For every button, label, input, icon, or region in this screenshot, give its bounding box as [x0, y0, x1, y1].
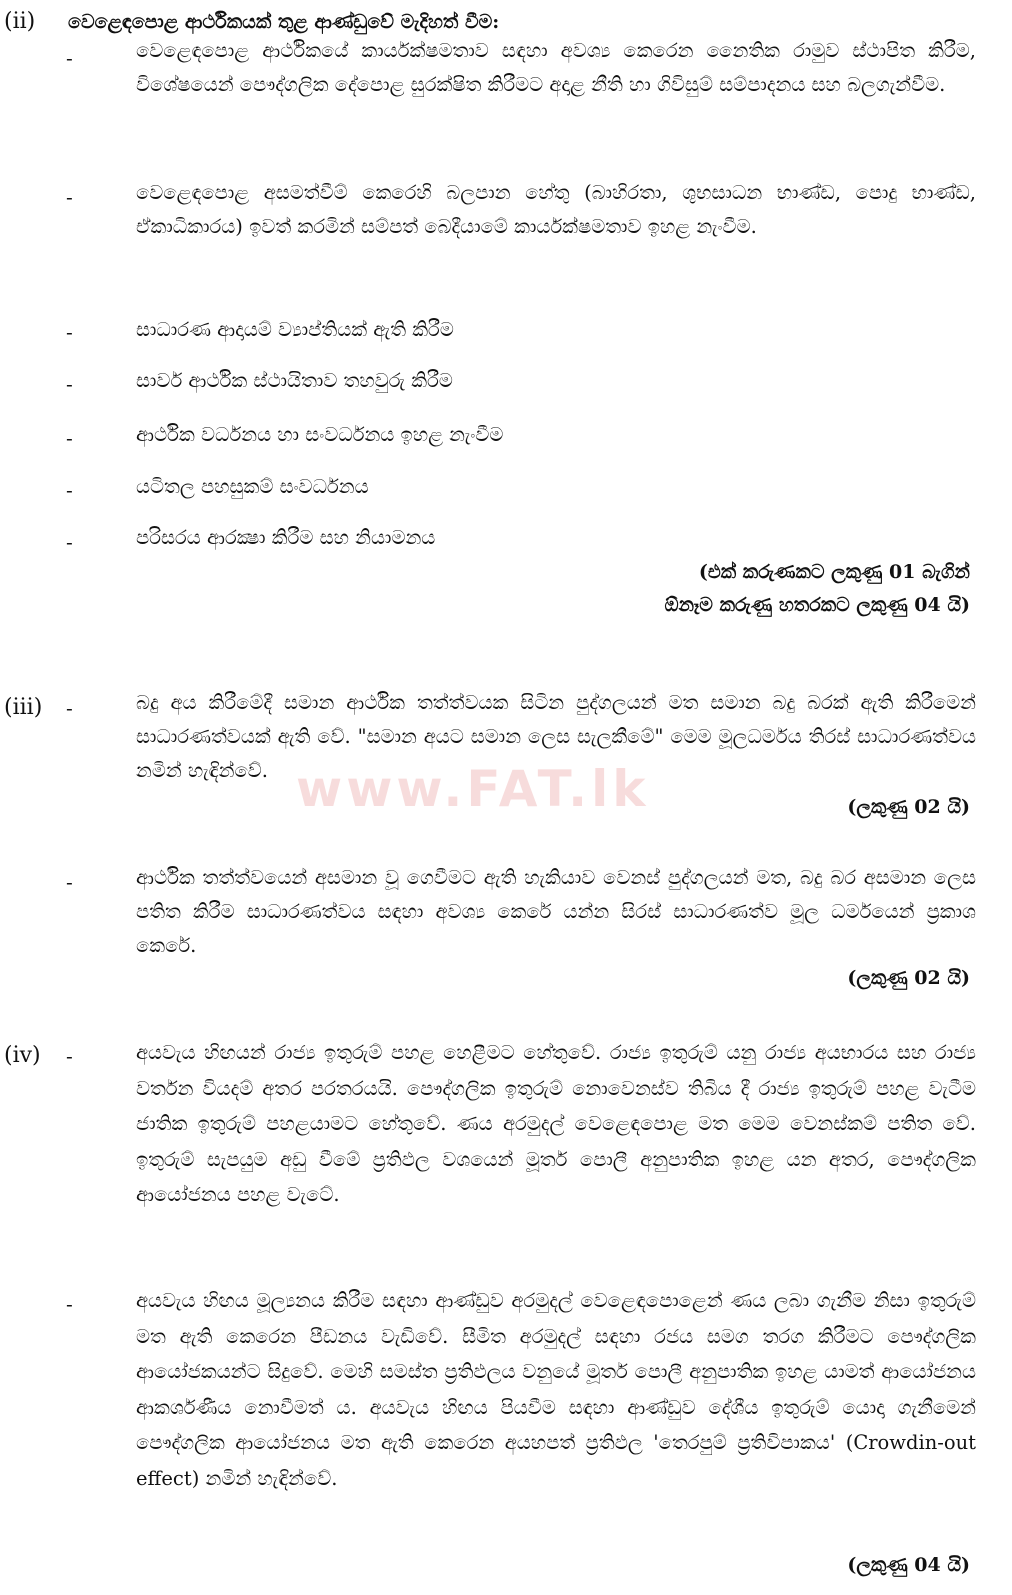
section-ii-point-2: වෙළෙඳපොළ අසමත්වීම් කෙරෙහි බලපාන හේතු (බාහිරතා, ශුභසාධන භාණ්ඩ, පොදු භාණ්ඩ, ඒකාධිකාරය) ඉවත් කරමින් සම්පත් බෙදීයාමේ කාර්යක්ෂමතාව ඉහළ නැංවීම.	[136, 181, 976, 238]
section-iii-marks-2: (ලකුණු 02 යි)	[847, 967, 970, 989]
section-iv-paragraph-1: අයවැය හිඟයන් රාජ්‍ය ඉතුරුම් පහළ හෙළීමට හේතුවේ. රාජ්‍ය ඉතුරුම් යනු රාජ්‍ය අයභාරය සහ රාජ්‍ය වර්තන වියදම් අතර පරතරයයි. පෞද්ගලික ඉතුරුම් නොවෙනස්ව තිබිය දී රාජ්‍ය ඉතුරුම් පහළ වැටීම ජාතික ඉතුරුම් පහළයාමට හේතුවේ. ණය අරමුදල් වෙළෙඳපොළ මත මෙම වෙනස්කම් පතිත වේ. ඉතුරුම් සැපයුම අඩු වීමේ ප්‍රතිඵල වශයෙන් මූර්ත පොලී අනුපාතික ඉහළ යන අතර, පෞද්ගලික ආයෝජනය පහළ වැටේ.	[136, 1041, 976, 1206]
section-ii-marks-line-2: ඕනෑම කරුණු හතරකට ලකුණු 04 යි)	[664, 594, 970, 616]
watermark: www.FAT.lk	[296, 760, 650, 818]
section-ii-point-4: සාර්ව ආර්ථික ස්ථායිතාව තහවුරු කිරීම	[136, 369, 453, 392]
section-iii-horizontal-equity: බදු අය කිරීමේදී සමාන ආර්ථික තත්ත්වයක සිටින පුද්ගලයන් මත සමාන බදු බරක් ඇති කිරීමෙන් සාධාරණත්වයක් ඇති වේ. "සමාන අයට සමාන ලෙස සැලකීමේ" මෙම මූලධර්මය තිරස් සාධාරණත්වය නමින් හැඳින්වේ.	[136, 691, 976, 782]
bullet-dash: -	[66, 530, 73, 554]
bullet-dash: -	[66, 372, 73, 396]
bullet-dash: -	[66, 1044, 73, 1068]
section-ii-point-7: පරිසරය ආරක්‍ෂා කිරීම සහ නියාමනය	[136, 526, 436, 549]
section-ii-point-3: සාධාරණ ආදායම් ව්‍යාප්තියක් ඇති කිරීම	[136, 318, 454, 341]
section-ii-point-5: ආර්ථික වර්ධනය හා සංවර්ධනය ඉහළ නැංවීම	[136, 423, 504, 446]
bullet-dash: -	[66, 870, 73, 894]
section-ii-point-1: වෙළෙඳපොළ ආර්ථිකයේ කාර්යක්ෂමතාව සඳහා අවශ්‍ය කෙරෙන නෛතික රාමුව ස්ථාපිත කිරීම, විශේෂයෙන් පෞද්ගලික දේපොළ සුරක්ෂිත කිරීමට අදාළ නීති හා ගිවිසුම් සම්පාදනය සහ බලගැන්වීම.	[136, 39, 976, 96]
section-number-iv: (iv)	[4, 1043, 41, 1068]
bullet-dash: -	[66, 696, 73, 720]
bullet-dash: -	[66, 478, 73, 502]
section-iv-marks: (ලකුණු 04 යි)	[847, 1554, 970, 1576]
section-iii-marks-1: (ලකුණු 02 යි)	[847, 796, 970, 818]
section-number-iii: (iii)	[4, 695, 43, 720]
section-ii-marks-line-1: (එක් කරුණකට ලකුණු 01 බැගින්	[698, 561, 970, 583]
section-number-ii: (ii)	[4, 9, 36, 34]
section-ii-point-6: යටිතල පහසුකම් සංවර්ධනය	[136, 475, 369, 498]
section-iv-paragraph-2: අයවැය හිඟය මූල්‍යනය කිරීම සඳහා ආණ්ඩුව අරමුදල් වෙළෙඳපොළෙන් ණය ලබා ගැනීම නිසා ඉතුරුම් මත ඇති කෙරෙන පීඩනය වැඩිවේ. සීමිත අරමුදල් සඳහා රජය සමග තරග කිරීමට පෞද්ගලික ආයෝජකයන්ට සිදුවේ. මෙහි සමස්ත ප්‍රතිඵලය වනුයේ මූර්ත පොලී අනුපාතික ඉහළ යාමත් ආයෝජනය ආකර්ශණීය නොවීමත් ය. අයවැය හිඟය පියවීම සඳහා ආණ්ඩුව දේශීය ඉතුරුම් යොදා ගැනීමෙන් පෞද්ගලික ආයෝජනය මත ඇති කෙරෙන අයහපත් ප්‍රතිඵල 'තෙරපුම් ප්‍රතිවිපාකය' (Crowdin-out effect) නමින් හැඳින්වේ.	[136, 1289, 976, 1490]
bullet-dash: -	[66, 320, 73, 344]
section-iii-vertical-equity: ආර්ථික තත්ත්වයෙන් අසමාන වූ ගෙවීමට ඇති හැකියාව වෙනස් පුද්ගලයන් මත, බදු බර අසමාන ලෙස පතිත කිරීම සාධාරණත්වය සඳහා අවශ්‍ය කෙරේ යන්න සිරස් සාධාරණත්ව මූල ධර්මයෙන් ප්‍රකාශ කෙරේ.	[136, 866, 976, 957]
bullet-dash: -	[66, 1292, 73, 1316]
section-ii-heading: වෙළෙඳපොළ ආර්ථිකයක් තුළ ආණ්ඩුවේ මැදිහත් වීම:	[68, 11, 500, 33]
bullet-dash: -	[66, 426, 73, 450]
bullet-dash: -	[66, 46, 73, 70]
bullet-dash: -	[66, 185, 73, 209]
